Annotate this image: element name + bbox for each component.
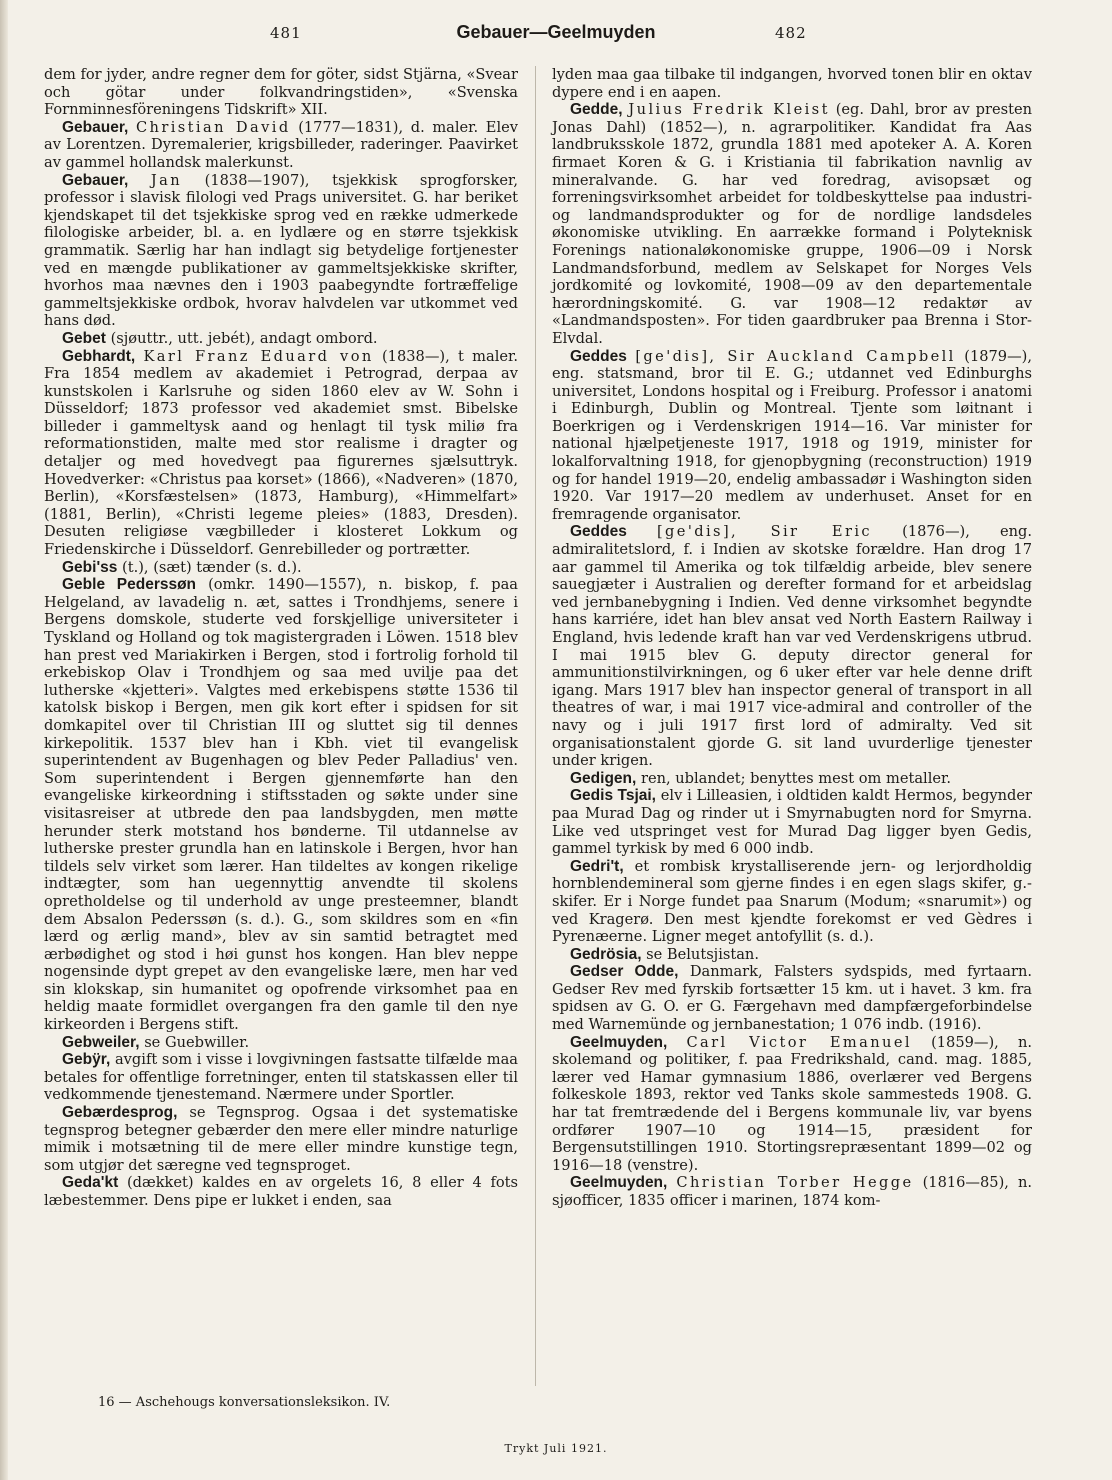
entry-headword: Geble Pederssøn bbox=[62, 576, 197, 594]
page-number-left: 481 bbox=[270, 24, 302, 42]
encyclopedia-entry bbox=[552, 787, 1032, 857]
entry-text: (t.), (sæt) tænder (s. d.). bbox=[122, 558, 302, 576]
entry-text: dem for jyder, andre regner dem for göter, sidst Stjärna, «Svear och götar under folkvandringstiden», «Svenska Fornminnesföreningens Tidskrift» XII. bbox=[44, 66, 518, 119]
encyclopedia-entry bbox=[552, 770, 1032, 788]
encyclopedia-entry bbox=[552, 523, 1032, 769]
running-title: Gebauer—Geelmuyden bbox=[456, 22, 656, 42]
entry-name: Karl Franz Eduard von bbox=[143, 347, 374, 365]
page-spine bbox=[0, 0, 8, 1480]
page-number-right: 482 bbox=[775, 24, 807, 42]
encyclopedia-entry bbox=[44, 1034, 518, 1052]
entry-headword: Gedri't, bbox=[570, 857, 624, 875]
encyclopedia-entry bbox=[44, 576, 518, 1033]
entry-headword: Gebhardt, bbox=[62, 347, 136, 365]
entry-text: (1838—), t maler. Fra 1854 medlem av akademiet i Petrograd, derpaa av kunstskolen i Karlsruhe og siden 1860 elev av W. Sohn i Düsseldorf; 1873 professor ved akademiet smst. Bibelske billeder i gammeltysk aand og henlagt til tysk miliø fra reformationstiden, malte med stor realisme i dragter og detaljer og med hovedvegt paa figurernes sjælsuttryk. Hovedverker: «Christus paa korset» (1866), «Nadveren» (1870, Berlin), «Korsfæstelsen» (1873, Hamburg), «Himmelfart» (1881, Berlin), «Christi legeme pleies» (1883, Dresden). Desuten religiøse vægbilleder i klosteret Lokkum og Friedenskirche i Düsseldorf. Genrebilleder og portrætter. bbox=[44, 347, 519, 559]
entry-headword: Geddes bbox=[570, 347, 627, 365]
entry-text: avgift som i visse i lovgivningen fastsatte tilfælde maa betales for offentlige forretninger, enten til statskassen eller til vedkommende tjenestemand. Nærmere under Sportler. bbox=[44, 1051, 518, 1104]
entry-text: se Guebwiller. bbox=[144, 1033, 250, 1051]
encyclopedia-entry bbox=[552, 963, 1032, 1033]
entry-name: Julius Fredrik Kleist bbox=[628, 101, 830, 119]
encyclopedia-entry bbox=[44, 1104, 518, 1174]
entry-headword: Geelmuyden, bbox=[570, 1033, 668, 1051]
entry-name: [ge'dis], Sir Auckland Campbell bbox=[635, 347, 956, 365]
entry-text: (1859—), n. skolemand og politiker, f. paa Fredrikshald, cand. mag. 1885, lærer ved Hamar gymnasium 1886, overlærer ved Bergens folkeskole 1893, rektor ved Tanks skole sammesteds 1908. G. har tat fremtrædende del i Bergens kommunale liv, var byens ordfører 1907—10 og 1914—15, præsident for Bergensutstillingen 1910. Stortingsrepræsentant 1899—02 og 1916—18 (venstre). bbox=[552, 1033, 1032, 1174]
volume-footer: 16 — Aschehougs konversationsleksikon. IV. bbox=[98, 1395, 391, 1410]
column-divider bbox=[535, 66, 536, 1386]
entry-headword: Gebet bbox=[62, 329, 106, 347]
continued-text bbox=[44, 66, 518, 119]
encyclopedia-entry bbox=[552, 1034, 1032, 1175]
entry-text: ren, ublandet; benyttes mest om metaller. bbox=[640, 769, 952, 787]
entry-text: (1816—85), n. sjøofficer, 1835 officer i marinen, 1874 kom- bbox=[552, 1174, 1032, 1209]
entry-text: (1838—1907), tsjekkisk sprogforsker, professor i slavisk filologi ved Prags universitet. G. har beriket kjendskapet til det tsjekkiske sprog ved en række udmerkede filologiske arbeider, bl. a. en lydlære og en større tsjekkisk grammatik. Særlig har han indlagt sig betydelige fortjenester ved en mængde publikationer av gammeltsjekkiske skrifter, hvorhos maa nævnes den i 1903 paabegyndte fortræffelige gammeltsjekkiske ordbok, hvorav halvdelen var utkommet ved hans død. bbox=[44, 171, 518, 330]
entry-headword: Gebÿr, bbox=[62, 1051, 111, 1069]
encyclopedia-entry bbox=[44, 330, 518, 348]
encyclopedia-entry bbox=[552, 858, 1032, 946]
entry-text: (eg. Dahl, bror av presten Jonas Dahl) (1852—), n. agrarpolitiker. Kandidat fra Aas landbruksskole 1872, grundla 1881 med apoteker A. A. Koren firmaet Koren & G. i Kristiania til fabrikation navnlig av mineralvande. G. har ved foredrag, avisopsæt og forreningsvirksomhet arbeidet for toldbeskyttelse paa industri- og landmandsprodukter og for de nordlige landsdeles økonomiske utvikling. En aarrække formand i Polyteknisk Forenings nationaløkonomiske gruppe, 1906—09 i Norsk Landmandsforbund, medlem av Selskapet for Norges Vels jordkomité og lovkomité, 1908—09 av den departementale hærordningskomité. G. var 1908—12 redaktør av «Landmandsposten». For tiden gaardbruker paa Brenna i Stor-Elvdal. bbox=[552, 101, 1032, 347]
entry-name: Christian Torber Hegge bbox=[676, 1174, 914, 1192]
entry-headword: Gebærdesprog, bbox=[62, 1104, 178, 1122]
entry-text: Danmark, Falsters sydspids, med fyrtaarn. Gedser Rev med fyrskib fortsætter 15 km. ut i havet. 3 km. fra spidsen av G. O. er G. Færgehavn med dampfærgeforbindelse med Warnemünde og jernbanestation; 1 076 indb. (1916). bbox=[552, 963, 1033, 1034]
entry-text: (omkr. 1490—1557), n. biskop, f. paa Helgeland, av lavadelig n. æt, sattes i Trondhjems, senere i Bergens domskole, studerte ved forskjellige universiteter i Tyskland og Holland og tok magistergraden i Löwen. 1518 blev han prest ved Mariakirken i Bergen, stod i fortrolig forhold til erkebiskop Olav i Trondhjem og saa med uvilje paa det lutherske «kjetteri». Valgtes med erkebispens støtte 1536 til katolsk biskop i Bergen, men gik kort efter i spidsen for sit domkapitel over til Christian III og sluttet sig til dennes kirkepolitik. 1537 blev han i Kbh. viet til evangelisk superintendent av Bugenhagen og blev Peder Palladius' ven. Som superintendent i Bergen gjennemførte han den evangeliske kirkeordning i stiftsstaden og søkte under sine visitasreiser at utbrede den paa landsbygden, men møtte herunder sterk motstand hos bønderne. Til utdannelse av lutherske prester grundla han en latinskole i Bergen, hvor han tildels selv virket som lærer. Han tildeltes av kongen rikelige indtægter, som han uegennyttig anvendte til skolens opretholdelse og til underhold av unge presteemner, blandt dem Absalon Pederssøn (s. d.). G., som skildres som en «fin lærd og ærlig mand», blev av sin samtid betragtet med ærbødighet og stod i høi gunst hos kongen. Han blev neppe nogensinde dypt grepet av den evangeliske lære, men har ved sin klokskap, sin humanitet og opofrende virksomhet paa en heldig maate formidlet overgangen fra den gamle til den nye kirkeorden i Bergens stift. bbox=[44, 576, 518, 1034]
entry-text: se Belutsjistan. bbox=[646, 945, 759, 963]
entry-name: Christian David bbox=[135, 118, 291, 136]
encyclopedia-entry bbox=[44, 1051, 518, 1104]
entry-headword: Gebauer, bbox=[62, 118, 129, 136]
encyclopedia-entry bbox=[552, 1174, 1032, 1209]
entry-name: [ge'dis], Sir Eric bbox=[656, 523, 873, 541]
entry-headword: Geddes bbox=[570, 523, 627, 541]
entry-text: et rombisk krystalliserende jern- og lerjordholdig hornblendemineral som gjerne findes i en egen slags skifer, g.-skifer. Er i Norge fundet paa Snarum (Modum; «snarumit») og ved Kragerø. Den mest kjendte forekomst er ved Gèdres i Pyrenæerne. Ligner meget antofyllit (s. d.). bbox=[552, 857, 1032, 946]
entry-name: Carl Victor Emanuel bbox=[686, 1033, 912, 1051]
entry-text: elv i Lilleasien, i oldtiden kaldt Hermos, begynder paa Murad Dag og rinder ut i Smyrnabugten nord for Smyrna. Like ved utspringet vest for Murad Dag ligger byen Gedis, gammel tyrkisk by med 6 000 indb. bbox=[552, 787, 1033, 858]
encyclopedia-entry bbox=[552, 946, 1032, 964]
entry-text: lyden maa gaa tilbake til indgangen, hvorved tonen blir en oktav dypere end i en aapen. bbox=[552, 66, 1032, 101]
continued-text bbox=[552, 66, 1032, 101]
entry-text: (1777—1831), d. maler. Elev av Lorentzen. Dyremalerier, krigsbilleder, raderinger. Paavirket av gammel hollandsk malerkunst. bbox=[44, 118, 519, 171]
entry-headword: Gebi'ss bbox=[62, 558, 118, 576]
entry-text: (sjøuttr., utt. jebét), andagt ombord. bbox=[110, 329, 378, 347]
right-column bbox=[552, 66, 1032, 1210]
left-column bbox=[44, 66, 518, 1210]
entry-headword: Geda'kt bbox=[62, 1174, 119, 1192]
entry-headword: Gedis Tsjai, bbox=[570, 787, 656, 805]
encyclopedia-entry bbox=[552, 348, 1032, 524]
entry-text: (1876—), eng. admiralitetslord, f. i Indien av skotske forældre. Han drog 17 aar gammel til Amerika og tok tilfældig arbeide, blev senere sauegjæter i Australien og derefter formand for et arbeidslag ved jernbanebygning i Indien. Ved denne virksomhet begyndte hans karriére, idet han blev ansat ved North Eastern Railway i England, hvis ledende kraft han var ved Verdenskrigens utbrud. I mai 1915 blev G. deputy director general for ammunitionstilvirkningen, og 6 uker efter var hele denne drift igang. Mars 1917 blev han inspector general of transport in all theatres of war, i mai 1917 vice-admiral and controller of the navy og i juli 1917 first lord of admiralty. Ved sit organisationstalent gjorde G. sit land uvurderlige tjenester under krigen. bbox=[552, 523, 1033, 770]
encyclopedia-entry bbox=[44, 559, 518, 577]
printed-date: Trykt Juli 1921. bbox=[504, 1442, 608, 1455]
entry-text: (1879—), eng. statsmand, bror til E. G.; utdannet ved Edinburghs universitet, Londons hospital og i Freiburg. Professor i anatomi i Edinburgh, Dublin og Montreal. Tjente som løitnant i Boerkrigen og i Verdenskrigen 1914—16. Var minister for national hjælpetjeneste 1917, 1918 og 1919, minister for lokalforvaltning 1918, for gjenopbygning (reconstruction) 1919 og for handel 1919—20, endelig ambassadør i Washington siden 1920. Var 1917—20 medlem av underhuset. Anset for en fremragende organisator. bbox=[552, 347, 1033, 523]
encyclopedia-entry bbox=[552, 101, 1032, 347]
entry-name: Jan bbox=[150, 171, 183, 189]
encyclopedia-entry bbox=[44, 348, 518, 559]
page-header bbox=[0, 22, 1112, 52]
entry-headword: Gedser Odde, bbox=[570, 963, 679, 981]
entry-headword: Gedigen, bbox=[570, 769, 637, 787]
entry-headword: Geelmuyden, bbox=[570, 1174, 668, 1192]
entry-headword: Gebweiler, bbox=[62, 1033, 140, 1051]
encyclopedia-entry bbox=[44, 1174, 518, 1209]
encyclopedia-entry bbox=[44, 119, 518, 172]
entry-text: (dækket) kaldes en av orgelets 16, 8 eller 4 fots læbestemmer. Dens pipe er lukket i enden, saa bbox=[44, 1174, 518, 1209]
entry-text: se Tegnsprog. Ogsaa i det systematiske tegnsprog betegner gebærder den mere eller mindre naturlige mimik i motsætning til de mere eller mindre kunstige tegn, som utgjør det særegne ved tegnsproget. bbox=[44, 1104, 518, 1174]
entry-headword: Gebauer, bbox=[62, 171, 129, 189]
entry-headword: Gedrösia, bbox=[570, 945, 642, 963]
encyclopedia-entry bbox=[44, 172, 518, 330]
entry-headword: Gedde, bbox=[570, 101, 623, 119]
